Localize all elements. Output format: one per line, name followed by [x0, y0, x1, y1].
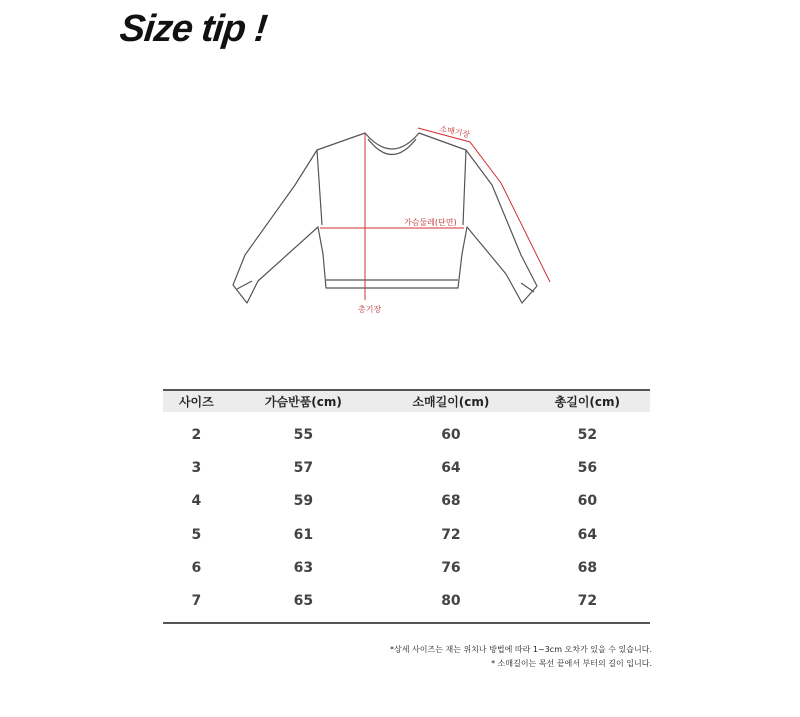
- header-size: 사이즈: [178, 395, 214, 409]
- sweatshirt-outline: [233, 133, 537, 303]
- cell-length: 60: [577, 493, 598, 510]
- neck-rib: [368, 139, 416, 155]
- sweatshirt-size-diagram: [0, 0, 800, 340]
- page-title: Size tip !: [117, 8, 269, 50]
- cell-chest: 57: [293, 459, 314, 476]
- table-bottom-divider: [163, 622, 650, 624]
- cell-chest: 65: [293, 593, 314, 610]
- cell-size: 7: [191, 593, 202, 610]
- cell-size: 5: [191, 526, 202, 543]
- cell-length: 56: [577, 459, 598, 476]
- sleeve-measure-line: [418, 128, 550, 282]
- note-measurement-error: *상세 사이즈는 재는 위치나 방법에 따라 1~3cm 오차가 있을 수 있습니다.: [390, 645, 652, 654]
- header-length: 총길이(cm): [554, 395, 621, 409]
- table-row: [163, 451, 650, 484]
- cell-sleeve: 80: [441, 593, 461, 610]
- cell-size: 4: [191, 493, 202, 510]
- cell-length: 52: [577, 426, 598, 443]
- size-notes: [390, 643, 652, 671]
- header-sleeve: 소매길이(cm): [412, 395, 490, 409]
- note-sleeve-length: * 소매길이는 목선 끝에서 부터의 길이 입니다.: [491, 659, 652, 668]
- table-row: [163, 518, 650, 551]
- cell-chest: 59: [293, 493, 314, 510]
- header-chest: 가슴반품(cm): [264, 395, 342, 409]
- cell-sleeve: 60: [441, 426, 461, 443]
- table-header-row: [163, 390, 650, 412]
- cell-sleeve: 64: [441, 459, 461, 476]
- cell-length: 64: [577, 526, 598, 543]
- size-table: [163, 389, 650, 618]
- cell-chest: 61: [293, 526, 314, 543]
- table-row: [163, 551, 650, 584]
- cell-chest: 63: [293, 559, 314, 576]
- sleeve-label: 소매기장: [438, 124, 471, 140]
- table-row: [163, 412, 650, 451]
- cell-length: 72: [577, 593, 598, 610]
- cell-length: 68: [577, 559, 598, 576]
- chest-label: 가슴둘레(단면): [404, 218, 457, 227]
- cell-chest: 55: [293, 426, 314, 443]
- cell-sleeve: 68: [441, 493, 461, 510]
- cell-sleeve: 76: [441, 559, 461, 576]
- table-row: [163, 485, 650, 518]
- table-row: [163, 584, 650, 617]
- cell-size: 2: [191, 426, 202, 443]
- cell-sleeve: 72: [441, 526, 461, 543]
- cell-size: 6: [191, 559, 202, 576]
- length-label: 총기장: [358, 305, 382, 314]
- cell-size: 3: [191, 459, 202, 476]
